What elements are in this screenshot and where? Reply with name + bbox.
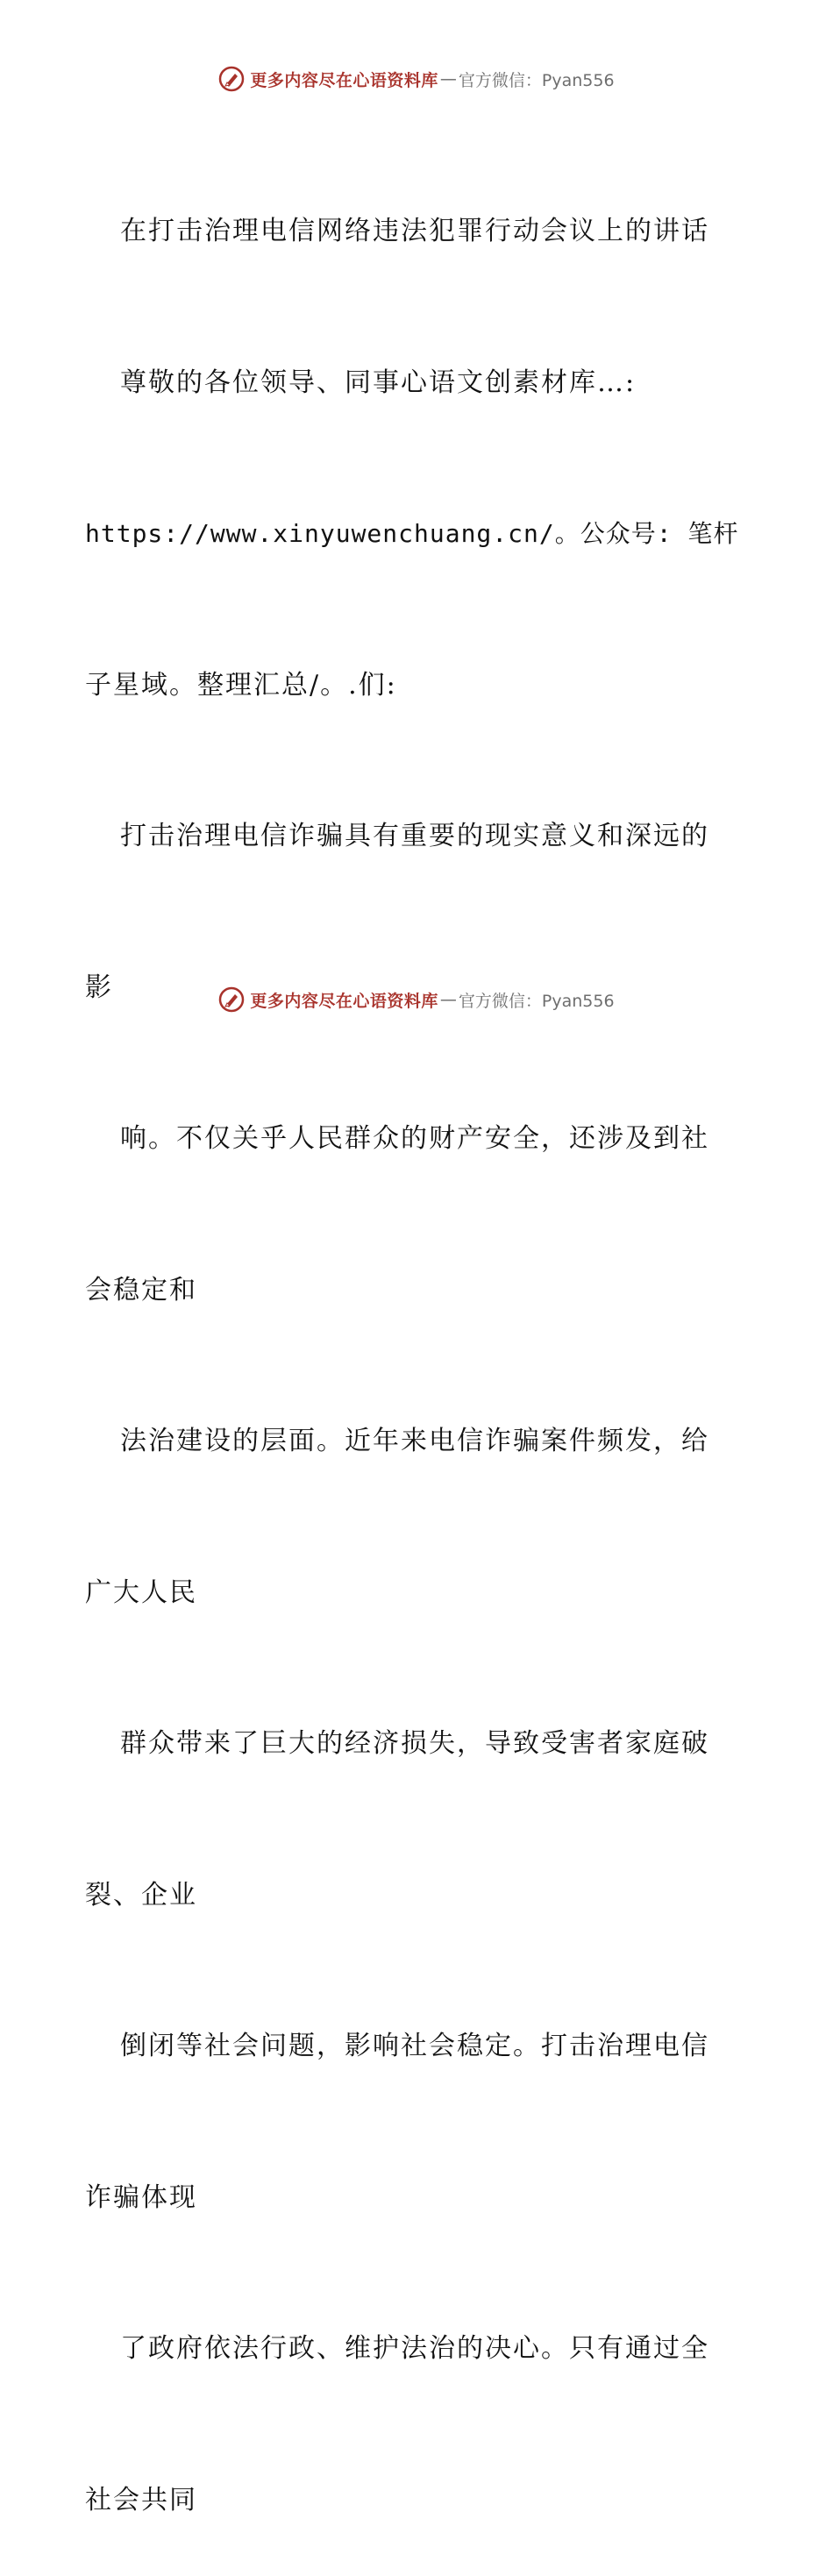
text-line: 倒闭等社会问题，影响社会稳定。打击治理电信 [120, 2031, 709, 2061]
text-line: 打击治理电信诈骗具有重要的现实意义和深远的 [120, 821, 709, 851]
salutation-line: 尊敬的各位领导、同事心语文创素材库…: [120, 366, 637, 398]
text-line: 群众带来了巨大的经济损失，导致受害者家庭破 [120, 1728, 709, 1759]
text-line: 会稳定和 [85, 1274, 197, 1306]
text-line: 响。不仅关乎人民群众的财产安全，还涉及到社 [120, 1123, 709, 1154]
banner-separator: — [439, 990, 457, 1009]
text-line: 广大人民 [85, 1576, 197, 1608]
text-line: 影 [85, 971, 113, 1003]
pen-logo-icon [218, 986, 245, 1013]
text-line: 社会共同 [85, 2484, 197, 2516]
document-title: 在打击治理电信网络违法犯罪行动会议上的讲话 [120, 216, 709, 246]
text-line: 子星域。整理汇总/。.们: [85, 669, 397, 701]
text-line: 诈骗体现 [85, 2181, 197, 2213]
text-line: 了政府依法行政、维护法治的决心。只有通过全 [120, 2333, 709, 2364]
wechat-text: 官方微信：Pyan556 [458, 991, 615, 1011]
footer-banner [0, 982, 833, 1017]
header-banner [0, 61, 833, 96]
brand-text: 更多内容尽在心语资料库 [250, 70, 438, 90]
pen-logo-icon [218, 66, 245, 92]
wechat-text: 官方微信：Pyan556 [458, 70, 615, 90]
brand-text: 更多内容尽在心语资料库 [250, 991, 438, 1011]
document-body [85, 105, 751, 2576]
text-line: 法治建设的层面。近年来电信诈骗案件频发，给 [120, 1426, 709, 1456]
url-line: https://www.xinyuwenchuang.cn/。公众号: 笔杆 [85, 519, 739, 548]
text-line: 裂、企业 [85, 1879, 197, 1911]
banner-separator: — [439, 69, 457, 89]
